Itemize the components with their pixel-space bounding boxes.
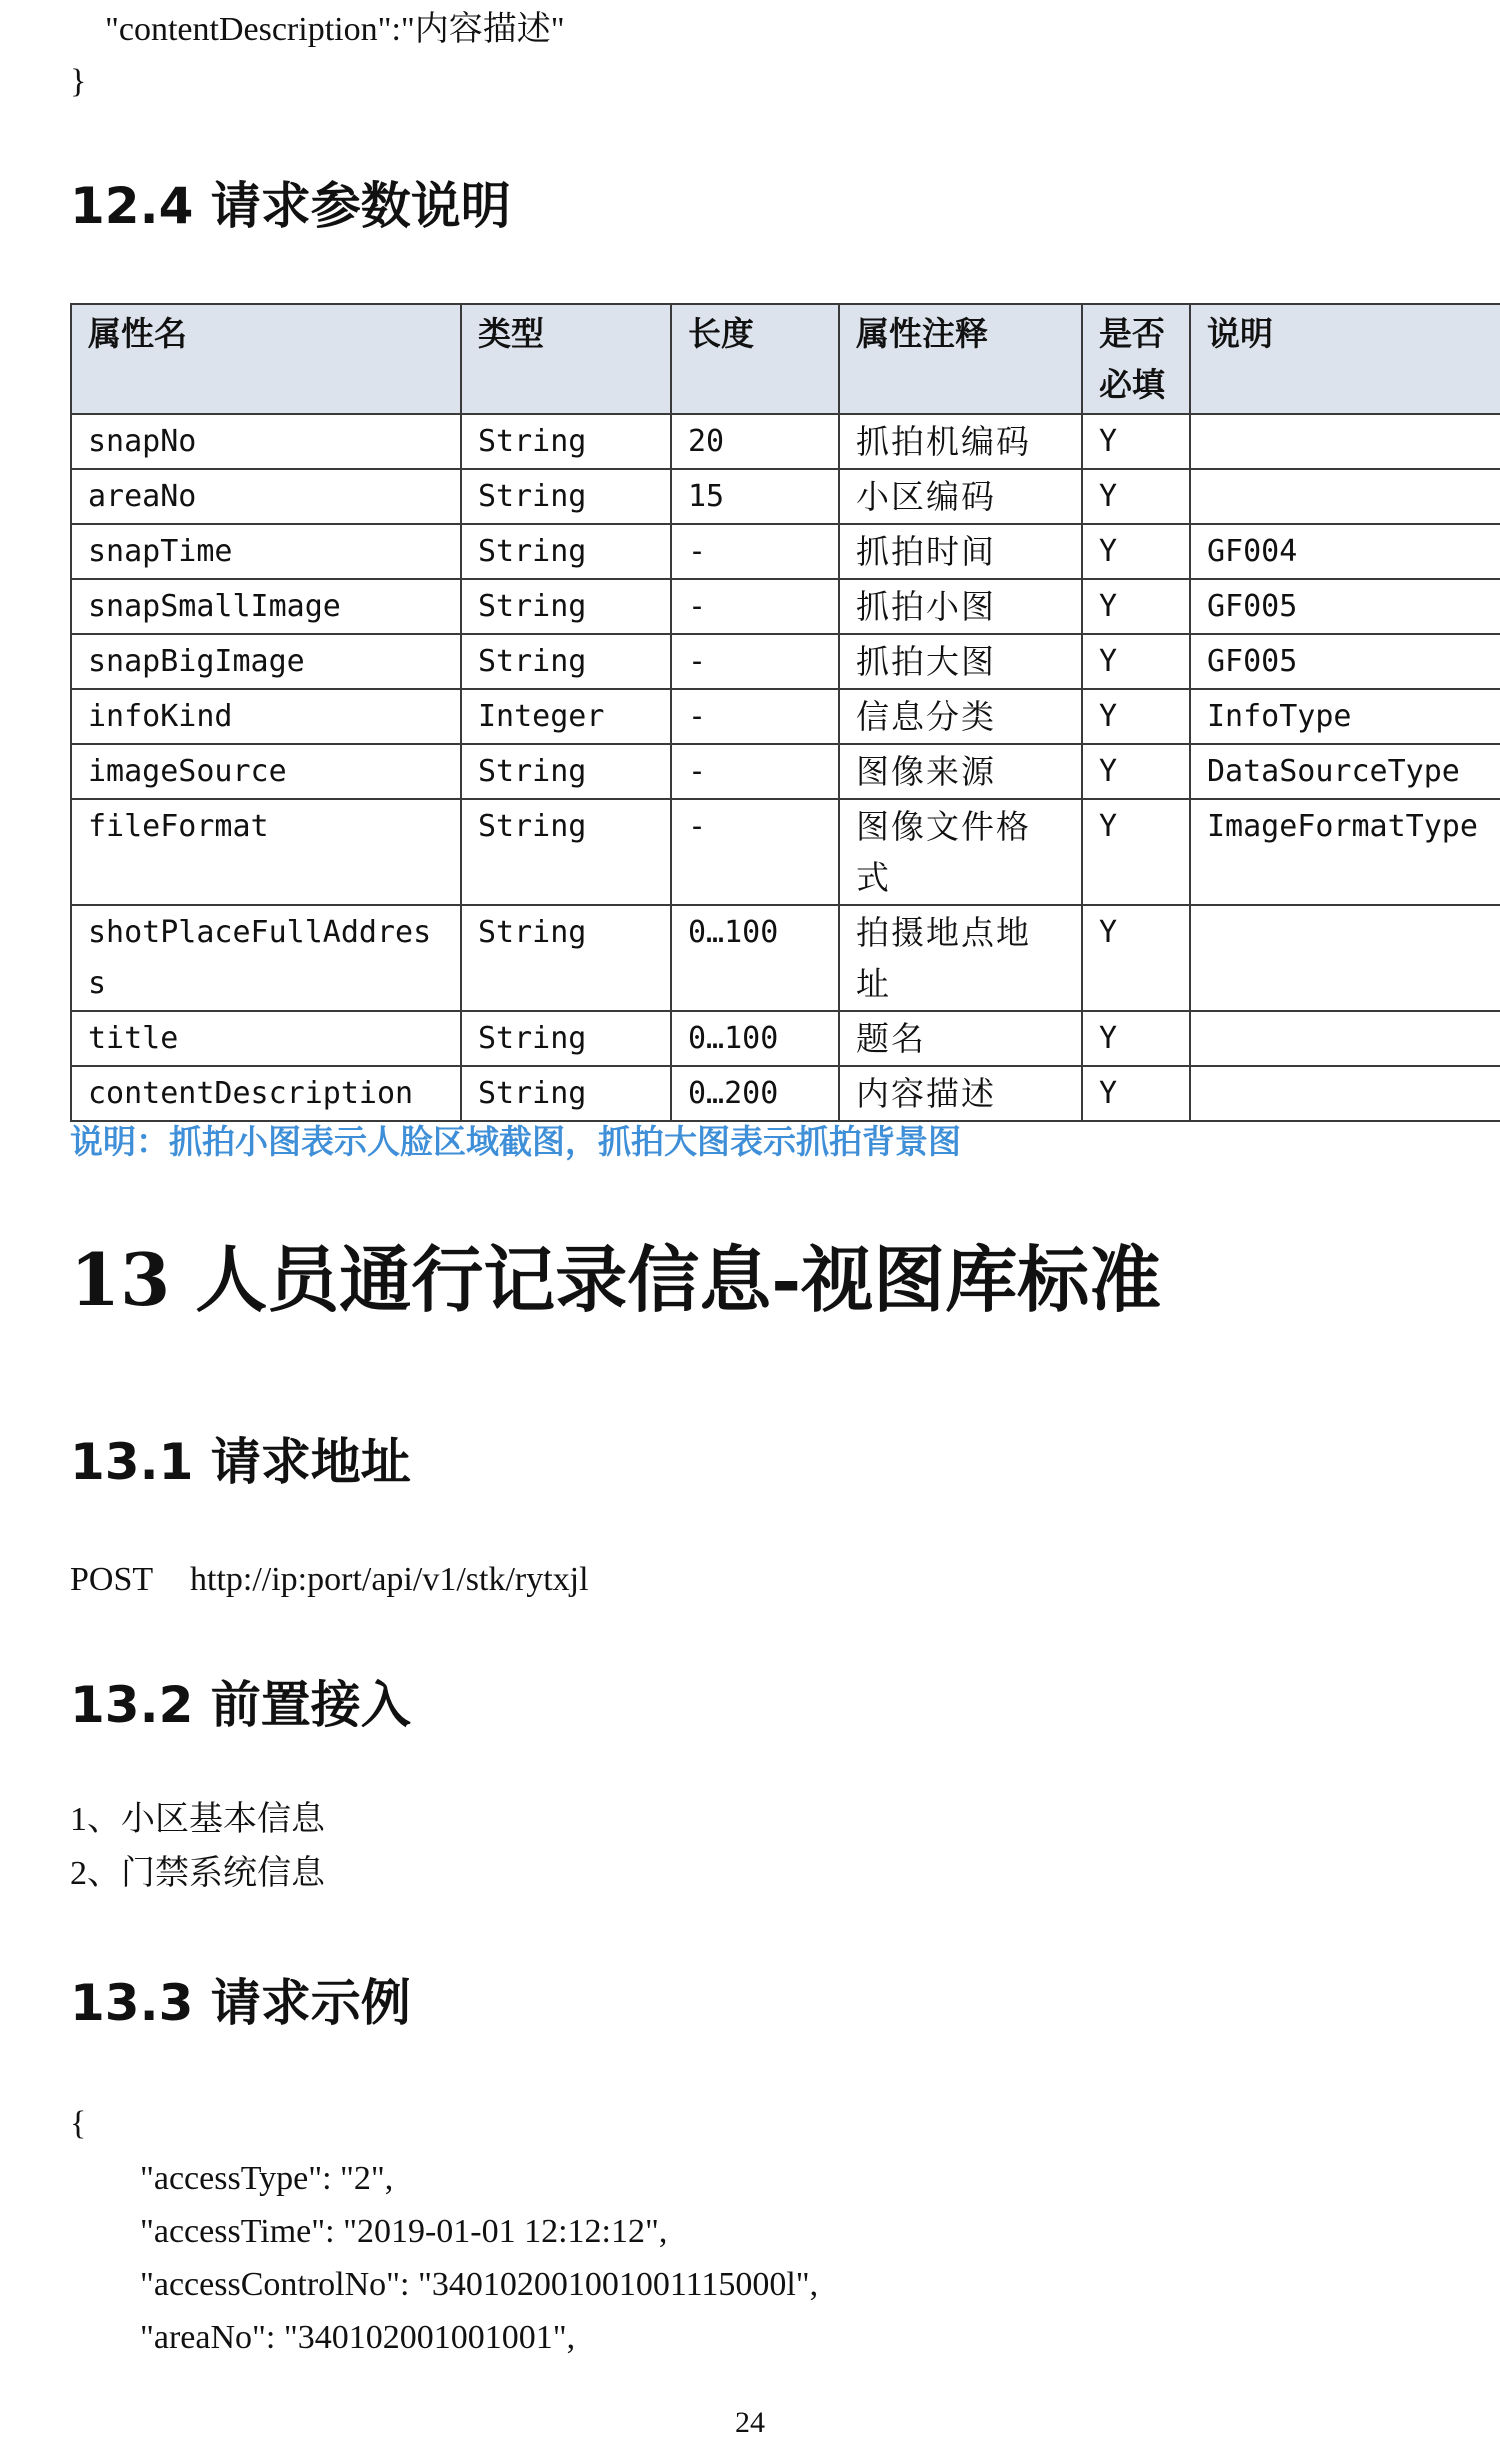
table-cell: imageSource [71, 744, 461, 799]
table-cell: 0…200 [671, 1066, 839, 1121]
http-method: POST [70, 1561, 154, 1598]
table-cell: infoKind [71, 689, 461, 744]
column-header: 属性名 [71, 304, 461, 414]
table-cell: fileFormat [71, 799, 461, 905]
table-cell: 抓拍时间 [839, 524, 1082, 579]
table-header-row [71, 304, 1500, 414]
table-cell: GF004 [1190, 524, 1500, 579]
code-line: "areaNo": "340102001001001", [140, 2319, 576, 2356]
table-cell: Y [1082, 579, 1190, 634]
table-cell: 20 [671, 414, 839, 469]
table-cell: Integer [461, 689, 671, 744]
table-cell: String [461, 799, 671, 905]
table-cell: String [461, 414, 671, 469]
table-cell: String [461, 634, 671, 689]
section-heading-13-1: 13.1 请求地址 [70, 1433, 411, 1491]
table-cell: Y [1082, 1011, 1190, 1066]
table-cell: - [671, 634, 839, 689]
column-header: 长度 [671, 304, 839, 414]
code-line: { [70, 2105, 87, 2142]
table-cell: 题名 [839, 1011, 1082, 1066]
table-row [71, 524, 1500, 579]
table-cell: ImageFormatType [1190, 799, 1500, 905]
section-heading-13: 13 人员通行记录信息-视图库标准 [70, 1237, 1162, 1322]
table-row [71, 1011, 1500, 1066]
table-cell: - [671, 744, 839, 799]
table-cell: String [461, 744, 671, 799]
table-cell: areaNo [71, 469, 461, 524]
list-item: 2、门禁系统信息 [70, 1855, 325, 1892]
table-cell: Y [1082, 469, 1190, 524]
request-url: http://ip:port/api/v1/stk/rytxjl [190, 1561, 589, 1598]
table-cell: String [461, 524, 671, 579]
table-row [71, 634, 1500, 689]
table-note: 说明：抓拍小图表示人脸区域截图，抓拍大图表示抓拍背景图 [70, 1122, 961, 1161]
table-cell: String [461, 579, 671, 634]
table-cell: String [461, 1066, 671, 1121]
table-cell: String [461, 905, 671, 1011]
table-cell: Y [1082, 1066, 1190, 1121]
table-cell: snapBigImage [71, 634, 461, 689]
table-cell: contentDescription [71, 1066, 461, 1121]
table-cell: snapNo [71, 414, 461, 469]
table-cell: String [461, 469, 671, 524]
request-params-table [70, 303, 1500, 1122]
table-cell [1190, 1066, 1500, 1121]
table-cell: 小区编码 [839, 469, 1082, 524]
table-cell: 图像来源 [839, 744, 1082, 799]
table-cell: snapSmallImage [71, 579, 461, 634]
table-row [71, 414, 1500, 469]
table-cell: - [671, 579, 839, 634]
table-cell: 抓拍机编码 [839, 414, 1082, 469]
table-row [71, 744, 1500, 799]
table-cell: 抓拍大图 [839, 634, 1082, 689]
table-cell: 抓拍小图 [839, 579, 1082, 634]
table-row [71, 1066, 1500, 1121]
column-header: 类型 [461, 304, 671, 414]
table-row [71, 469, 1500, 524]
table-cell: String [461, 1011, 671, 1066]
table-cell: 拍摄地点地址 [839, 905, 1082, 1011]
section-heading-12-4: 12.4 请求参数说明 [70, 177, 511, 235]
code-line: "accessTime": "2019-01-01 12:12:12", [140, 2213, 668, 2250]
table-cell: GF005 [1190, 634, 1500, 689]
table-cell: Y [1082, 689, 1190, 744]
table-cell: 信息分类 [839, 689, 1082, 744]
table-cell: Y [1082, 905, 1190, 1011]
table-cell: Y [1082, 634, 1190, 689]
page-number: 24 [735, 2406, 765, 2439]
table-cell: shotPlaceFullAddress [71, 905, 461, 1011]
table-cell: - [671, 689, 839, 744]
table-row [71, 905, 1500, 1011]
table-cell [1190, 1011, 1500, 1066]
column-header: 属性注释 [839, 304, 1082, 414]
table-cell: snapTime [71, 524, 461, 579]
table-cell: 0…100 [671, 905, 839, 1011]
column-header: 是否必填 [1082, 304, 1190, 414]
table-row [71, 689, 1500, 744]
table-cell: 15 [671, 469, 839, 524]
table-cell [1190, 414, 1500, 469]
table-cell: - [671, 524, 839, 579]
table-cell: Y [1082, 799, 1190, 905]
list-item: 1、小区基本信息 [70, 1801, 325, 1838]
table-cell: title [71, 1011, 461, 1066]
table-cell: Y [1082, 744, 1190, 799]
table-row [71, 799, 1500, 905]
table-cell: Y [1082, 414, 1190, 469]
table-cell: Y [1082, 524, 1190, 579]
column-header: 说明 [1190, 304, 1500, 414]
table-cell: 0…100 [671, 1011, 839, 1066]
table-cell: 图像文件格式 [839, 799, 1082, 905]
code-line: "contentDescription":"内容描述" [105, 11, 565, 48]
table-cell: GF005 [1190, 579, 1500, 634]
table-cell: - [671, 799, 839, 905]
section-heading-13-3: 13.3 请求示例 [70, 1974, 411, 2032]
code-line: } [70, 63, 87, 100]
table-cell: DataSourceType [1190, 744, 1500, 799]
table-cell: 内容描述 [839, 1066, 1082, 1121]
table-cell [1190, 469, 1500, 524]
code-line: "accessType": "2", [140, 2160, 394, 2197]
table-cell: InfoType [1190, 689, 1500, 744]
code-line: "accessControlNo": "340102001001001115000l", [140, 2266, 819, 2303]
table-cell [1190, 905, 1500, 1011]
table-row [71, 579, 1500, 634]
section-heading-13-2: 13.2 前置接入 [70, 1676, 411, 1734]
